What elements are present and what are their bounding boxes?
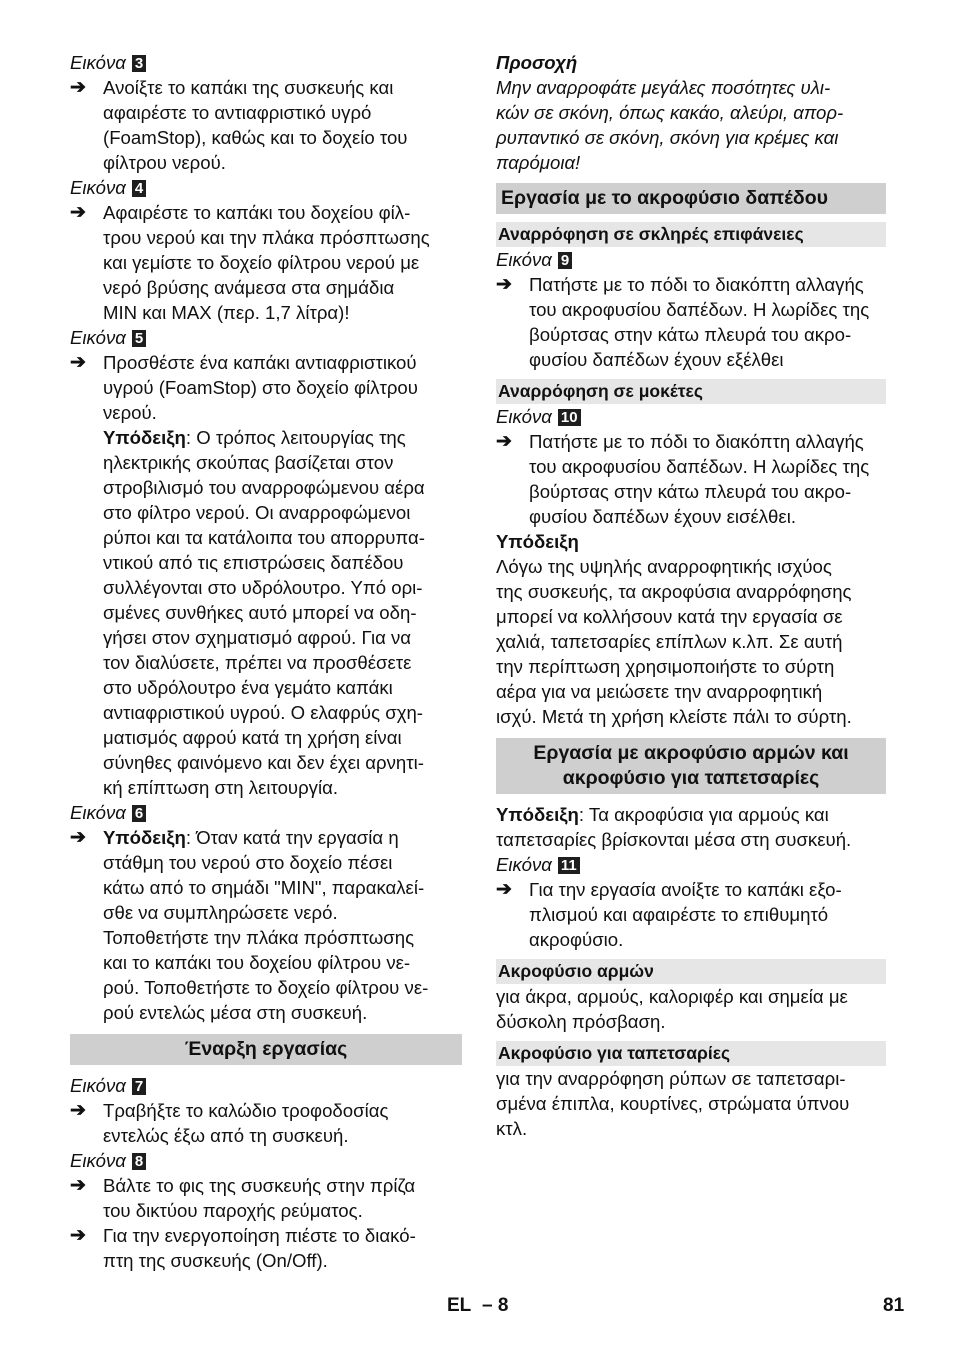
section-heading-start: Έναρξη εργασίας [70,1034,462,1065]
note-paragraph: Υπόδειξη: Ο τρόπος λειτουργίας της [103,427,406,448]
right-arrow-icon: ➔ [496,431,512,452]
instruction-step: ➔ Υπόδειξη: Όταν κατά την εργασία η στάθμη του νερού στο δοχείο πέσει κάτω από το σημάδι "MIN", παρακαλεί- σθε να συμπληρώσετε νερό. Τοποθετήστε την πλάκα πρόσπτωσης και το καπάκι του δοχείου φίλτρου νε- ρού. Τοποθετήστε το δοχείο φίλτρου νε- ρού εντελώς μέσα στη συσκευή. [70,827,429,1023]
subheading-hard-floor: Αναρρόφηση σε σκληρές επιφάνειες [496,222,886,247]
instruction-step: ➔ Τραβήξτε το καλώδιο τροφοδοσίας εντελώς έξω από τη συσκευή. [70,1100,389,1146]
instruction-step: ➔ Αφαιρέστε το καπάκι του δοχείου φίλ- τρου νερού και την πλάκα πρόσπτωσης και γεμίστε το δοχείο φίλτρου νερού με νερό βρύσης ανάμεσα στα σημάδια MIN και MAX (περ. 1,7 λίτρα)! [70,202,430,323]
upholstery-text: για την αναρρόφηση ρύπων σε ταπετσαρι- σμένα έπιπλα, κουρτίνες, στρώματα ύπνου κτλ. [496,1068,850,1139]
section-heading-floor: Εργασία με το ακροφύσιο δαπέδου [496,183,886,214]
caution-text: Μην αναρροφάτε μεγάλες ποσότητες υλι- κών σε σκόνη, όπως κακάο, αλεύρι, απορ- ρυπαντικό σε σκόνη, σκόνη για κρέμες και παρόμοια! [496,77,844,173]
footer-language: EL [447,1295,472,1316]
right-arrow-icon: ➔ [70,352,86,373]
right-arrow-icon: ➔ [70,1175,86,1196]
note-paragraph: Υπόδειξη: Τα ακροφύσια για αρμούς και ταπετσαρίες βρίσκονται μέσα στη συσκευή. [496,804,852,850]
instruction-step: ➔ Για την εργασία ανοίξτε το καπάκι εξο- πλισμού και αφαιρέστε το επιθυμητό ακροφύσιο. [496,879,842,950]
subheading-carpet: Αναρρόφηση σε μοκέτες [496,379,886,404]
figure-ref-5: Εικόνα 5 [70,325,462,350]
figure-ref-7: Εικόνα 7 [70,1073,462,1098]
figure-ref-9: Εικόνα 9 [496,247,886,272]
figure-ref-8: Εικόνα 8 [70,1148,462,1173]
left-column [70,50,462,1273]
figure-ref-4: Εικόνα 4 [70,175,462,200]
figure-ref-10: Εικόνα 10 [496,404,886,429]
right-arrow-icon: ➔ [496,274,512,295]
section-heading-joint: Εργασία με ακροφύσιο αρμών και ακροφύσιο για ταπετσαρίες [496,738,886,794]
right-arrow-icon: ➔ [496,879,512,900]
right-arrow-icon: ➔ [70,1225,86,1246]
instruction-step: ➔ Πατήστε με το πόδι το διακόπτη αλλαγής του ακροφυσίου δαπέδων. Η λωρίδες της βούρτσας στην κάτω πλευρά του ακρο- φυσίου δαπέδων έχουν εξέλθει [496,274,870,370]
subheading-crevice-nozzle: Ακροφύσιο αρμών [496,959,886,984]
figure-ref-3: Εικόνα 3 [70,50,462,75]
instruction-step: ➔ Προσθέστε ένα καπάκι αντιαφριστικού υγρού (FoamStop) στο δοχείο φίλτρου νερού. Υπόδειξη: Ο τρόπος λειτουργίας της ηλεκτρικής σκούπας βασίζεται στον στροβιλισμό του αναρροφώμενου αέρα στο φίλτρο νερού. Οι αναρροφώμενοι ρύποι και τα κατάλοιπα του απορρυπα- ντικού από τις επιστρώσεις δαπέδου συλλέγονται στο υδρόλουτρο. Υπό ορι- σμένες συνθήκες αυτό μπορεί να οδη- γήσει στον σχηματισμό αφρού. Για να τον διαλύσετε, πρέπει να προσθέσετε στο υδρόλουτρο ένα γεμάτο καπάκι αντιαφριστικού υγρού. Ο ελαφρύς σχη- ματισμός αφρού κατά τη χρήση είναι σύνηθες φαινόμενο και δεν έχει αρνητι- κή επίπτωση στη λειτουργία. [70,350,462,800]
instruction-step: ➔ Για την ενεργοποίηση πιέστε το διακό- πτη της συσκευής (On/Off). [70,1225,416,1271]
instruction-step: ➔ Πατήστε με το πόδι το διακόπτη αλλαγής του ακροφυσίου δαπέδων. Η λωρίδες της βούρτσας στην κάτω πλευρά του ακρο- φυσίου δαπέδων έχουν εισέλθει. [496,431,870,527]
crevice-text: για άκρα, αρμούς, καλοριφέρ και σημεία με δύσκολη πρόσβαση. [496,986,848,1032]
instruction-step: ➔ Βάλτε το φις της συσκευής στην πρίζα του δικτύου παροχής ρεύματος. [70,1175,416,1221]
right-arrow-icon: ➔ [70,202,86,223]
right-arrow-icon: ➔ [70,1100,86,1121]
right-arrow-icon: ➔ [70,77,86,98]
note-label: Υπόδειξη [496,531,579,552]
instruction-step: ➔ Ανοίξτε το καπάκι της συσκευής και αφαιρέστε το αντιαφριστικό υγρό (FoamStop), καθώς και το δοχείο του φίλτρου νερού. [70,77,408,173]
footer-page-number: 81 [883,1295,905,1316]
figure-ref-11: Εικόνα 11 [496,852,886,877]
note-paragraph: Λόγω της υψηλής αναρροφητικής ισχύος της συσκευής, τα ακροφύσια αναρρόφησης μπορεί να κολλήσουν κατά την εργασία σε χαλιά, ταπετσαρίες επίπλων κ.λπ. Σε αυτή την περίπτωση χρησιμοποιήστε το σύρτη αέρα για να μειώσετε την αναρροφητική ισχύ. Μετά τη χρήση κλείστε πάλι το σύρτη. [496,556,852,727]
footer-page-local: – 8 [482,1295,509,1316]
caution-label: Προσοχή [496,52,578,73]
right-column [496,50,886,1141]
right-arrow-icon: ➔ [70,827,86,848]
figure-ref-6: Εικόνα 6 [70,800,462,825]
subheading-upholstery-nozzle: Ακροφύσιο για ταπετσαρίες [496,1041,886,1066]
